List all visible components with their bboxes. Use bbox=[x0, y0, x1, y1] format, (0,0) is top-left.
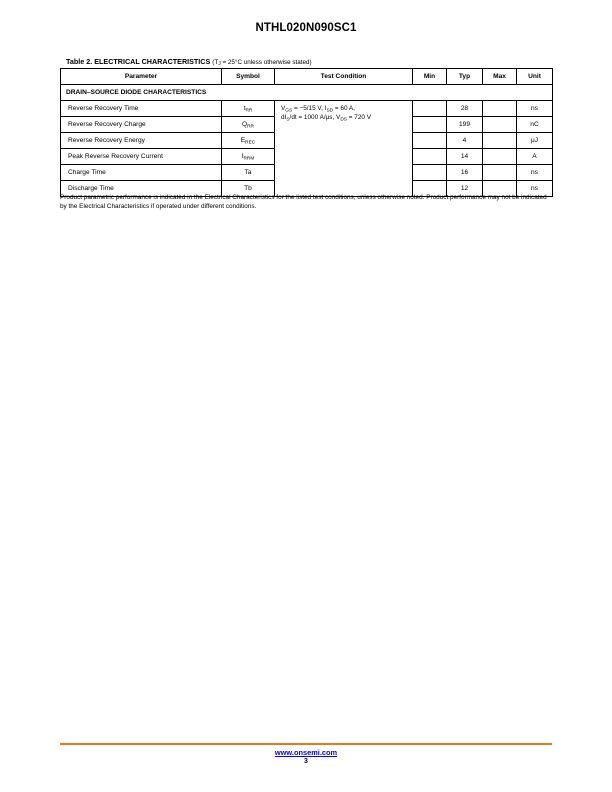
symbol-main: Tb bbox=[244, 185, 252, 192]
page-number: 3 bbox=[304, 758, 308, 765]
typ-cell: 28 bbox=[447, 101, 483, 117]
performance-note: Product parametric performance is indicated in the Electrical Characteristics for the listed test conditions, unless otherwise noted. Product performance may not be indicated by the Electrical Characteristics if operated under different conditions. bbox=[60, 194, 547, 211]
min-cell bbox=[413, 101, 447, 117]
column-header-typ: Typ bbox=[447, 69, 483, 85]
symbol-cell bbox=[222, 165, 275, 181]
symbol-cell bbox=[222, 117, 275, 133]
table-caption-condition bbox=[212, 59, 311, 66]
symbol-main: t bbox=[243, 105, 246, 112]
unit-cell: A bbox=[517, 149, 553, 165]
typ-cell: 4 bbox=[447, 133, 483, 149]
parameter-cell: Charge Time bbox=[61, 165, 222, 181]
column-header-min: Min bbox=[413, 69, 447, 85]
symbol-cell bbox=[222, 101, 275, 117]
caption-cond-prefix: (T bbox=[212, 59, 219, 66]
test-condition-cell bbox=[275, 101, 413, 197]
cond-sub: DS bbox=[340, 117, 347, 123]
test-condition-line-2 bbox=[281, 113, 412, 122]
footer-rule bbox=[60, 743, 552, 745]
min-cell bbox=[413, 165, 447, 181]
symbol-main: Ta bbox=[244, 169, 252, 176]
symbol-main: E bbox=[240, 137, 246, 144]
column-header-parameter: Parameter bbox=[61, 69, 222, 85]
table-caption bbox=[66, 57, 312, 66]
caption-cond-subscript: J bbox=[218, 61, 221, 67]
test-condition-line-1 bbox=[281, 104, 412, 113]
cond-text: /dt = 1000 A/μs, V bbox=[289, 114, 341, 121]
caption-cond-suffix: = 25°C unless otherwise stated) bbox=[220, 59, 312, 66]
min-cell bbox=[413, 133, 447, 149]
max-cell bbox=[483, 133, 517, 149]
symbol-cell bbox=[222, 149, 275, 165]
column-header-max: Max bbox=[483, 69, 517, 85]
max-cell bbox=[483, 117, 517, 133]
column-header-symbol: Symbol bbox=[222, 69, 275, 85]
unit-cell: ns bbox=[517, 165, 553, 181]
parameter-cell: Discharge Time bbox=[61, 181, 222, 197]
cond-sub: GS bbox=[285, 108, 293, 114]
cond-text: = 720 V bbox=[346, 114, 371, 121]
cond-sub: S bbox=[286, 117, 290, 123]
unit-cell: ns bbox=[517, 181, 553, 197]
max-cell bbox=[483, 149, 517, 165]
parameter-cell: Reverse Recovery Energy bbox=[61, 133, 222, 149]
electrical-characteristics-table bbox=[60, 68, 553, 197]
table-row bbox=[61, 101, 553, 117]
cond-text: = 60 A, bbox=[333, 105, 355, 112]
symbol-cell bbox=[222, 133, 275, 149]
symbol-subscript: REC bbox=[245, 140, 256, 146]
min-cell bbox=[413, 149, 447, 165]
symbol-subscript: RRM bbox=[243, 156, 255, 162]
symbol-main: Q bbox=[241, 121, 248, 128]
max-cell bbox=[483, 101, 517, 117]
section-heading: DRAIN–SOURCE DIODE CHARACTERISTICS bbox=[61, 85, 553, 101]
parameter-cell: Peak Reverse Recovery Current bbox=[61, 149, 222, 165]
unit-cell: ns bbox=[517, 101, 553, 117]
max-cell bbox=[483, 165, 517, 181]
symbol-subscript: RR bbox=[247, 124, 255, 130]
symbol-subscript: RR bbox=[245, 108, 253, 114]
unit-cell: nC bbox=[517, 117, 553, 133]
footer-website-link[interactable]: www.onsemi.com bbox=[274, 748, 338, 757]
symbol-main: I bbox=[241, 153, 244, 160]
column-header-unit: Unit bbox=[517, 69, 553, 85]
min-cell bbox=[413, 117, 447, 133]
parameter-cell: Reverse Recovery Charge bbox=[61, 117, 222, 133]
cond-text: V bbox=[281, 105, 286, 112]
typ-cell: 199 bbox=[447, 117, 483, 133]
cond-text: = −5/15 V, I bbox=[292, 105, 327, 112]
typ-cell: 14 bbox=[447, 149, 483, 165]
typ-cell: 16 bbox=[447, 165, 483, 181]
typ-cell: 12 bbox=[447, 181, 483, 197]
cond-text: dI bbox=[281, 114, 287, 121]
table-caption-title: Table 2. ELECTRICAL CHARACTERISTICS bbox=[66, 57, 211, 66]
unit-cell: μJ bbox=[517, 133, 553, 149]
parameter-cell: Reverse Recovery Time bbox=[61, 101, 222, 117]
section-row bbox=[61, 85, 553, 101]
column-header-test-condition: Test Condition bbox=[275, 69, 413, 85]
table-header-row bbox=[61, 69, 553, 85]
cond-sub: SD bbox=[326, 108, 334, 114]
page-title: NTHL020N090SC1 bbox=[255, 22, 357, 34]
